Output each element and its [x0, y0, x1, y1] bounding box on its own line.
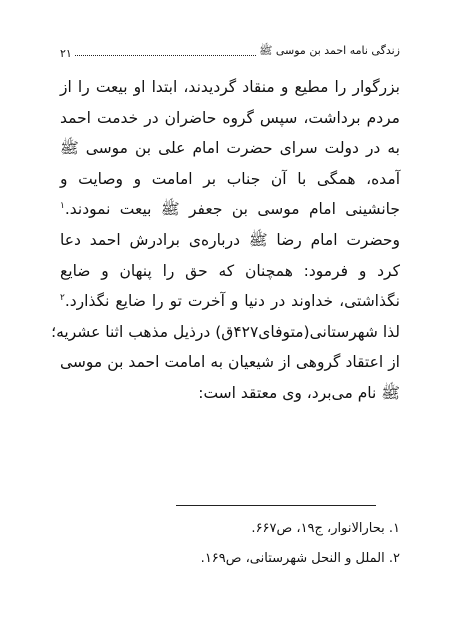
footnotes: [60, 514, 400, 574]
text-line: کرد و فرمود: همچنان که حق را پنهان و ضایع: [60, 261, 400, 280]
text-line: لذا شهرستانی(متوفای۴۲۷ق) درذیل مذهب اثنا عشریه؛: [51, 322, 400, 341]
header-leader-dots: [75, 55, 256, 56]
text-line: به در دولت سرای حضرت امام علی بن موسی ﷺ: [60, 139, 400, 158]
page-number: ۲۱: [60, 47, 72, 60]
footnote-1: ۱. بحارالانوار، ج۱۹، ص۶۶۷.: [251, 521, 400, 536]
header-title: زندگی نامه احمد بن موسی ﷺ: [259, 44, 400, 57]
text-line: آمده، همگی با آن جناب بر امامت و وصایت و: [60, 169, 400, 188]
text-line: از اعتقاد گروهی از شیعیان به امامت احمد بن موسی: [60, 353, 400, 372]
footnote-2: ۲. الملل و النحل شهرستانی، ص۱۶۹.: [200, 551, 400, 566]
text-line: مردم برداشت، سپس گروه حاضران در خدمت احمد: [60, 108, 400, 127]
text-line: ﷺ نام می‌برد، وی معتقد است:: [198, 383, 400, 402]
text-line: جانشینی امام موسی بن جعفر ﷺ بیعت نمودند.$^۱$: [60, 200, 400, 219]
footnote-separator: [176, 505, 376, 506]
footnote-marker-1: ۱: [60, 201, 65, 212]
body-text: [51, 72, 400, 409]
text-line: وحضرت امام رضا ﷺ درباره‌ی برادرش احمد دعا: [60, 230, 400, 249]
running-header: [60, 40, 400, 60]
text-line: بزرگوار را مطیع و منقاد گردیدند، ابتدا او بیعت را از: [60, 78, 400, 96]
footnote-marker-2: ۲: [60, 293, 65, 303]
text-line: نگذاشتی، خداوند در دنیا و آخرت تو را ضایع نگذارد.$^۲$: [60, 292, 400, 311]
